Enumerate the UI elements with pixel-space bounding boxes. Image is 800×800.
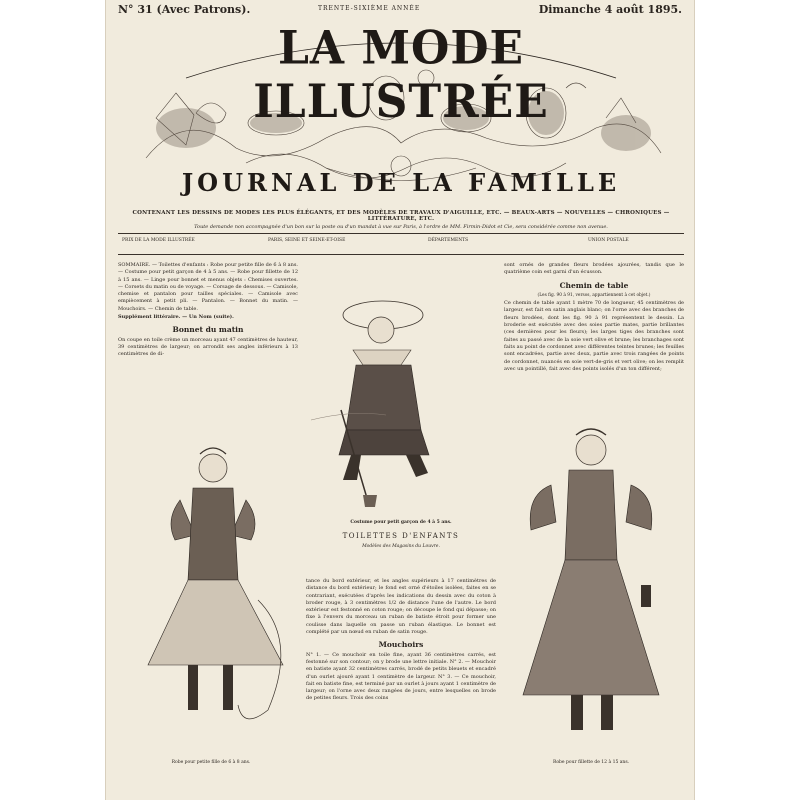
- chemin-text: Ce chemin de table ayant 1 mètre 70 de longueur, 45 centimètres de largeur, est fait en satin anglais blanc; on l'orne avec des branches de fleurs brodées, dont les fig. 90 à 91 représentent le dessin. La broderie est exécutée avec des soies partie mates, partie brillantes (ces dernières pour les fleurs); les larges tiges des branches sont faites au passé avec de la soie vert olive et brune; les branchages sont faits au point de cordonnet avec différentes teintes brunes; les feuilles sont encadrées, partie avec deux, partie avec trois rangées de points de cordonnet, nuancés en soie vert-de-gris et vert olive; on les remplit avec un pointillé, fait avec des points isolés d'un ton différent;: [504, 300, 684, 372]
- masthead: [126, 18, 676, 203]
- toilettes-heading: TOILETTES D'ENFANTS: [342, 532, 460, 540]
- girl-tall-caption: Robe pour fillette de 12 à 15 ans.: [552, 760, 630, 765]
- boy-illustration: [311, 290, 461, 515]
- supplement: Supplément littéraire. — Un Nom (suite).: [118, 314, 234, 321]
- center-text-1: tance du bord extérieur, et les angles supérieurs à 17 centimètres de distance du bord extérieur; le fond est orné d'étoiles isolées, faites en se contrariant, exécutées d'après les indications du dessin avec du coton à broder rouge, à 3 centimètres 1/2 de distance l'une de l'autre. Le bord extérieur est festonné en coton rouge; on découpe le fond qui dépasse; on fixe à l'envers du morceau un ruban de batiste étroit pour former une coulisse dans laquelle on passe un ruban élastique. Le bonnet est complété par un nœud en ruban de satin rouge.: [306, 578, 496, 636]
- newspaper-page: [105, 0, 695, 800]
- toilettes-sub: Modèles des Magasins du Louvre.: [362, 544, 440, 549]
- year-label: TRENTE-SIXIÈME ANNÉE: [318, 5, 421, 12]
- masthead-title: LA MODE ILLUSTRÉE: [253, 21, 549, 129]
- mouchoirs-heading: Mouchoirs: [378, 640, 424, 650]
- tagline: CONTENANT LES DESSINS DE MODES LES PLUS ÉLÉGANTS, ET DES MODÈLES DE TRAVAUX D'AIGUILLE, ETC. — BEAUX-ARTS — NOUVELLES — CHRONIQUES — LITTÉRATURE, ETC.: [132, 210, 670, 222]
- price-union: UNION POSTALE: [588, 238, 629, 243]
- price-bar: [118, 233, 684, 255]
- mouchoirs-text: N° 1. — Ce mouchoir en toile fine, ayant 36 centimètres carrés, est festonné sur son contour; on y brode une lettre initiale. N° 2. — Mouchoir en batiste ayant 32 centimètres carrés, brodé de petits bleuets et encadré d'un ourlet ajouré ayant 1 centimètre de largeur. N° 3. — Ce mouchoir, fait en batiste fine, est terminé par un ourlet à jours ayant 1 centimètre de largeur; on l'orne avec deux rangées de jours, entre lesquelles on brode de petites fleurs. Trois des coins: [306, 651, 496, 702]
- top-line: [118, 4, 682, 16]
- chemin-heading: Chemin de table: [559, 280, 629, 290]
- girl-small-illustration: [118, 440, 303, 740]
- boy-caption: Costume pour petit garçon de 4 à 5 ans.: [350, 520, 452, 525]
- bonnet-text: On coupe en toile crème un morceau ayant 47 centimètres de hauteur, 39 centimètres de largeur; on arrondit ses angles inférieurs à 13 centimètres de di-: [118, 336, 298, 358]
- bonnet-heading: Bonnet du matin: [172, 325, 244, 335]
- chemin-sub: (Les fig. 90 à 91, versos, appartiennent à cet objet.): [537, 292, 651, 298]
- right-column: [504, 262, 684, 374]
- masthead-subtitle: JOURNAL DE LA FAMILLE: [181, 168, 621, 197]
- girl-tall-illustration: [491, 425, 691, 750]
- issue-date: Dimanche 4 août 1895.: [538, 3, 682, 16]
- center-column: [306, 578, 496, 704]
- issue-number: N° 31 (Avec Patrons).: [118, 3, 251, 16]
- price-departements: DÉPARTEMENTS: [428, 238, 469, 243]
- girl-small-caption: Robe pour petite fille de 6 à 8 ans.: [171, 760, 251, 765]
- sommaire: SOMMAIRE. — Toilettes d'enfants : Robe pour petite fille de 6 à 8 ans. — Costume pour petit garçon de 4 à 5 ans. — Robe pour fillette de 12 à 15 ans. — Linge pour bonnet et menus objets : Chemises ouvertes. — Corsets du matin ou de voyage. — Corsage de dessous. — Camisole, chemise et pantalon pour tailles spéciales. — Camisole avec empiècement à petit pli. — Pantalon. — Bonnet du matin. — Mouchoirs. — Chemin de table.: [118, 262, 298, 312]
- notice: Toute demande non accompagnée d'un bon sur la poste ou d'un mandat à vue sur Paris, à l'ordre de MM. Firmin-Didot et Cie, sera considérée comme non avenue.: [194, 224, 608, 230]
- left-column: [118, 262, 298, 360]
- price-paris: PARIS, SEINE ET SEINE-ET-OISE: [268, 238, 346, 243]
- price-label: PRIX DE LA MODE ILLUSTRÉE: [122, 238, 195, 243]
- right-intro-text: sont ornés de grandes fleurs brodées ajourées, tandis que le quatrième coin est garni d'un écusson.: [504, 262, 684, 276]
